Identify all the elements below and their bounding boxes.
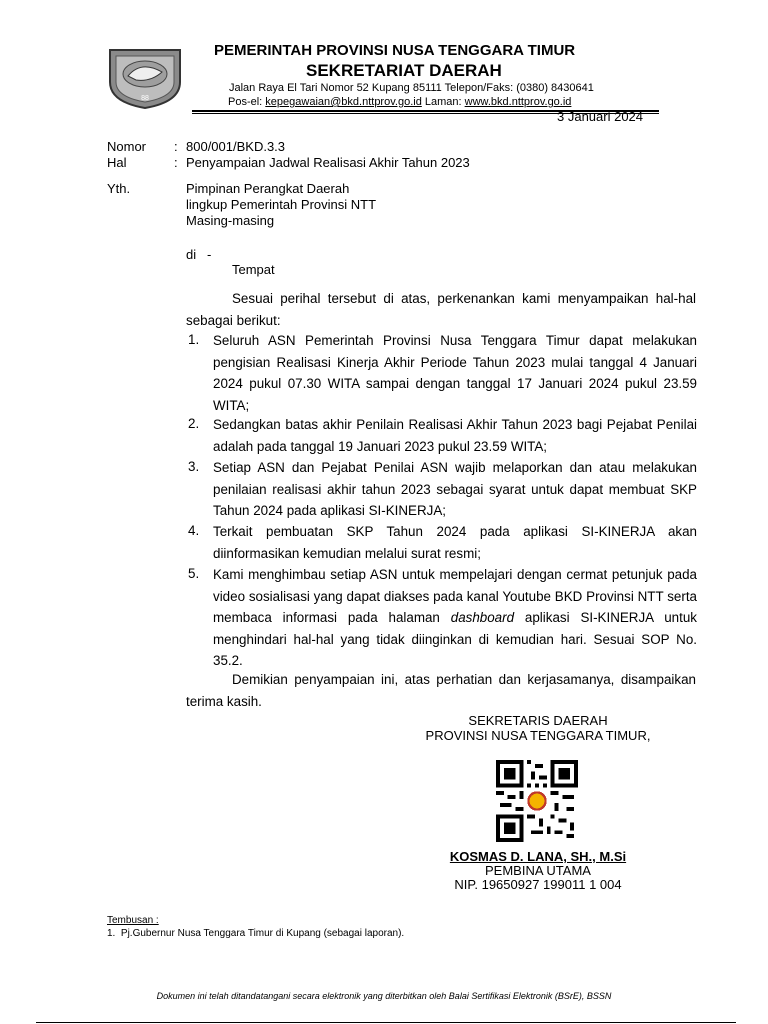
yth-label: Yth. [107, 181, 131, 196]
item-4-text: Terkait pembuatan SKP Tahun 2024 pada aplikasi SI-KINERJA akan diinformasikan kemudian melalui surat resmi; [213, 524, 697, 561]
item-2-text: Sedangkan batas akhir Penilain Realisasi Akhir Tahun 2023 bagi Pejabat Penilai adalah pada tanggal 19 Januari 2023 pukul 23.59 WITA; [213, 417, 697, 454]
item-1-text: Seluruh ASN Pemerintah Provinsi Nusa Tenggara Timur dapat melakukan pengisian Realisasi Kinerja Akhir Periode Tahun 2023 mulai tanggal 4 Januari 2024 pukul 07.30 WITA sampai dengan tanggal 17 Januari 2024 pukul 23.59 WITA; [213, 333, 697, 413]
email-label: Pos-el: [228, 96, 266, 108]
hal-label: Hal [107, 155, 127, 170]
hal-colon: : [174, 155, 178, 170]
nomor-value: 800/001/BKD.3.3 [186, 139, 286, 154]
item-3-text: Setiap ASN dan Pejabat Penilai ASN wajib melaporkan dan atau melakukan penilaian realisasi akhir tahun 2023 sebagai syarat untuk dapat membuat SKP Tahun 2024 pada aplikasi SI-KINERJA; [213, 460, 697, 518]
nomor-colon: : [174, 139, 178, 154]
web-link[interactable]: www.bkd.nttprov.go.id [464, 96, 572, 108]
signer-rank: PEMBINA UTAMA [485, 863, 591, 878]
item-4-number: 4. [188, 523, 200, 538]
item-5-italic-term: dashboard [450, 610, 515, 625]
item-3-number: 3. [188, 459, 200, 474]
closing-paragraph: Demikian penyampaian ini, atas perhatian dan kerjasamanya, disampaikan terima kasih. [186, 672, 696, 709]
footer-rule [36, 1022, 736, 1023]
item-1-number: 1. [188, 332, 200, 347]
letter-date: 3 Januari 2024 [557, 109, 644, 124]
recipient-line-2: lingkup Pemerintah Provinsi NTT [186, 197, 377, 212]
tembusan-label: Tembusan : [107, 915, 159, 926]
item-5-text [213, 564, 697, 672]
signer-title-1: SEKRETARIS DAERAH [468, 713, 608, 728]
item-2-number: 2. [188, 416, 200, 431]
email-link[interactable]: kepegawaian@bkd.nttprov.go.id [265, 96, 422, 108]
di-label: di - [186, 247, 212, 262]
recipient-line-3: Masing-masing [186, 213, 275, 228]
qr-code-signature [496, 760, 578, 842]
item-5-number: 5. [188, 566, 200, 581]
tempat-label: Tempat [232, 262, 275, 277]
tembusan-item: 1. Pj.Gubernur Nusa Tenggara Timur di Kupang (sebagai laporan). [107, 928, 405, 939]
item-5-text-start: Kami menghimbau setiap ASN untuk mempelajari dengan cermat petunjuk pada video sosialisasi yang dapat diakses pada kanal Youtube BKD Provinsi NTT serta membaca informasi pada halaman [213, 567, 697, 625]
provincial-emblem-logo [106, 42, 184, 110]
electronic-signature-notice: Dokumen ini telah ditandatangani secara elektronik yang diterbitkan oleh Balai Sertifikasi Elektronik (BSrE), BSSN [156, 991, 612, 1001]
web-label: Laman: [421, 96, 465, 108]
signer-name: KOSMAS D. LANA, SH., M.Si [449, 849, 627, 864]
signer-nip: NIP. 19650927 199011 1 004 [454, 877, 622, 892]
government-name: PEMERINTAH PROVINSI NUSA TENGGARA TIMUR [214, 42, 576, 59]
item-5-text-end: aplikasi SI-KINERJA untuk menghindari hal-hal yang tidak diinginkan di kemudian hari. Sesuai SOP No. 35.2. [213, 610, 697, 668]
office-name: SEKRETARIAT DAERAH [306, 61, 502, 80]
contact-line [228, 96, 571, 108]
signer-title-2: PROVINSI NUSA TENGGARA TIMUR, [425, 728, 651, 743]
recipient-line-1: Pimpinan Perangkat Daerah [186, 181, 350, 196]
office-address: Jalan Raya El Tari Nomor 52 Kupang 85111 Telepon/Faks: (0380) 8430641 [229, 82, 594, 94]
nomor-label: Nomor [107, 139, 147, 154]
hal-value: Penyampaian Jadwal Realisasi Akhir Tahun 2023 [186, 155, 470, 170]
intro-paragraph: Sesuai perihal tersebut di atas, perkenankan kami menyampaikan hal-hal sebagai berikut: [186, 291, 696, 328]
logo-number: 88 [141, 95, 149, 102]
